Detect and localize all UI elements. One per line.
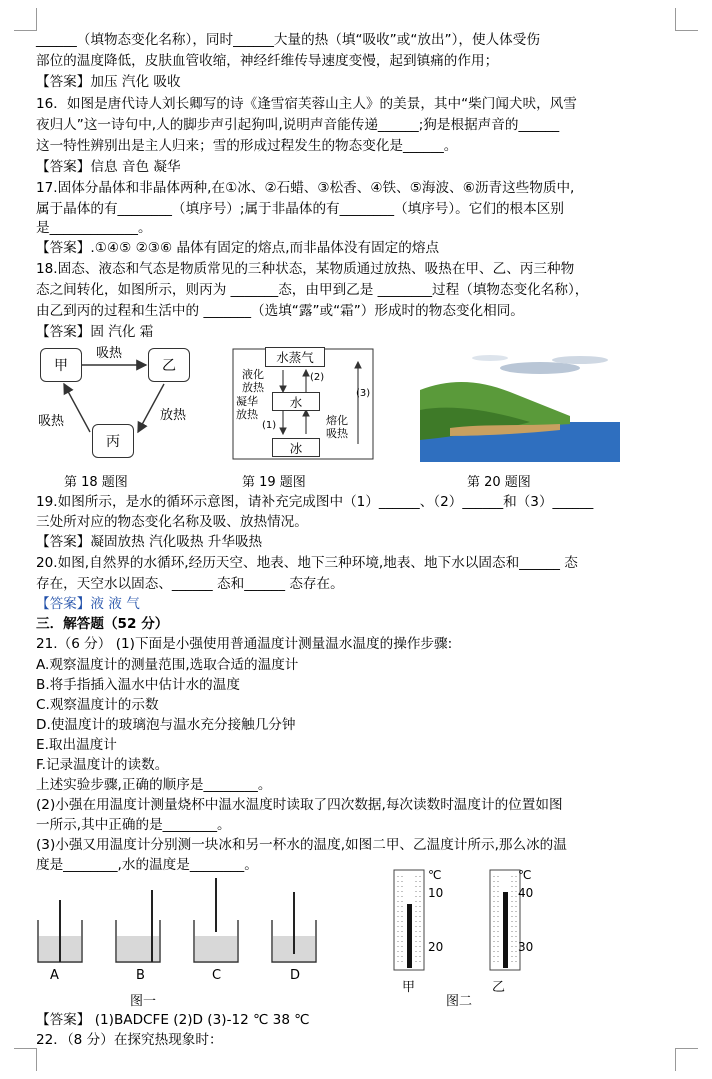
text-line: ______（填物态变化名称），同时______大量的热（填“吸收”或“放出”），使人体受伤 (36, 32, 540, 48)
arrow-label-release: 放热 (160, 408, 187, 423)
answer-line: 【答案】固 汽化 霜 (36, 324, 154, 340)
question-17: 17.固体分晶体和非晶体两种,在①冰、②石蜡、③松香、④铁、⑤海波、⑥沥青这些物质中, (36, 180, 575, 196)
text-line: 三处所对应的物态变化名称及吸、放热情况。 (36, 514, 308, 530)
text-line: 上述实验步骤,正确的顺序是________。 (36, 777, 272, 793)
state-box-yi: 乙 (148, 348, 190, 382)
vapor-box: 水蒸气 (265, 347, 325, 367)
question-21: 21.（6 分） (1)下面是小强使用普通温度计测量温水温度的操作步骤: (36, 636, 453, 652)
ice-box: 冰 (272, 438, 320, 457)
beaker-label-b: B (136, 968, 145, 983)
answer-line: 【答案】.①④⑤ ②③⑥ 晶体有固定的熔点,而非晶体没有固定的熔点 (36, 240, 440, 256)
crop-mark-top-left (14, 8, 37, 31)
landscape-image (420, 340, 620, 462)
water-box: 水 (272, 392, 320, 411)
text-line: 属于晶体的有________（填序号）;属于非晶体的有________（填序号）。它们的根本区别 (36, 201, 564, 217)
text-line: 夜归人”这一诗句中,人的脚步声引起狗叫,说明声音能传递______;狗是根据声音的______ (36, 117, 560, 133)
answer-line-blue: 【答案】液 液 气 (36, 596, 140, 612)
label-absorb: 吸热 (326, 427, 348, 440)
beaker-label-c: C (212, 968, 222, 983)
answer-line: 【答案】 (1)BADCFE (2)D (3)-12 ℃ 38 ℃ (36, 1012, 310, 1028)
text-line: 由乙到丙的过程和生活中的 _______（选填“露”或“霜”）形成时的物态变化相同。 (36, 303, 524, 319)
beakers-figure (30, 870, 350, 985)
question-18: 18.固态、液态和气态是物质常见的三种状态，某物质通过放热、吸热在甲、乙、丙三种物 (36, 261, 575, 277)
tick-yi-bottom: 30 (518, 940, 534, 954)
section-title: 三．解答题（52 分） (36, 616, 169, 632)
question-16: 16．如图是唐代诗人刘长卿写的诗《逢雪宿芙蓉山主人》的美景，其中“柴门闻犬吠，风雪 (36, 96, 577, 112)
step-c: C.观察温度计的示数 (36, 697, 159, 713)
beaker-label-a: A (50, 968, 59, 983)
figure-19-caption: 第 19 题图 (242, 475, 306, 490)
crop-mark-top-right (675, 8, 698, 31)
state-box-jia: 甲 (40, 348, 82, 382)
label-release-2: 放热 (236, 408, 258, 421)
question-22: 22．（8 分）在探究热现象时： (36, 1032, 223, 1048)
text-line: 一所示,其中正确的是________。 (36, 817, 231, 833)
figure-20-caption: 第 20 题图 (467, 475, 531, 490)
text-line: (3)小强又用温度计分别测一块冰和另一杯水的温度,如图二甲、乙温度计所示,那么冰的温 (36, 837, 567, 853)
step-f: F.记录温度计的读数。 (36, 757, 169, 773)
beaker-d (272, 892, 316, 962)
label-melt: 熔化 (326, 414, 348, 427)
label-n3: (3) (356, 388, 371, 399)
question-20: 20.如图,自然界的水循环,经历天空、地表、地下三种环境,地表、地下水以固态和______ 态 (36, 555, 578, 571)
tick-jia-top: 10 (428, 886, 444, 900)
text-line: 部位的温度降低，皮肤血管收缩，神经纤维传导速度变慢，起到镇痛的作用； (36, 53, 499, 69)
thermometer-yi (490, 870, 520, 970)
label-n1: (1) (262, 420, 277, 431)
text-line: 这一特性辨别出是主人归来；雪的形成过程发生的物态变化是______。 (36, 138, 458, 154)
step-d: D.使温度计的玻璃泡与温水充分接触几分钟 (36, 717, 296, 733)
label-liquefy: 液化 (242, 368, 264, 381)
figure-1-caption: 图一 (130, 994, 157, 1009)
thermometer-label-jia: 甲 (402, 980, 416, 995)
text-line: (2)小强在用温度计测量烧杯中温水温度时读取了四次数据,每次读数时温度计的位置如图 (36, 797, 563, 813)
unit-yi: ℃ (518, 868, 532, 882)
tick-jia-bottom: 20 (428, 940, 444, 954)
unit-jia: ℃ (428, 868, 442, 882)
tick-yi-top: 40 (518, 886, 534, 900)
text-line: 态之间转化，如图所示，则丙为 _______态，由甲到乙是 ________过程（填物态变化名称）， (36, 282, 589, 298)
label-release-1: 放热 (242, 381, 264, 394)
question-19: 19.如图所示，是水的循环示意图，请补充完成图中（1）______、（2）______和（3）______ (36, 494, 594, 510)
thermometers-figure (390, 866, 550, 976)
text-line: 存在，天空水以固态、______ 态和______ 态存在。 (36, 576, 344, 592)
state-box-bing: 丙 (92, 424, 134, 458)
beaker-c (194, 878, 238, 962)
step-b: B.将手指插入温水中估计水的温度 (36, 677, 240, 693)
arrow-label-absorb-left: 吸热 (38, 414, 65, 429)
beaker-label-d: D (290, 968, 301, 983)
text-line: 是_____________。 (36, 220, 152, 236)
answer-line: 【答案】信息 音色 凝华 (36, 159, 181, 175)
step-a: A.观察温度计的测量范围,选取合适的温度计 (36, 657, 299, 673)
label-n2: (2) (310, 372, 325, 383)
crop-mark-bottom-left (14, 1048, 37, 1071)
state-cycle-arrows (30, 340, 210, 470)
crop-mark-bottom-right (675, 1048, 698, 1071)
thermometer-label-yi: 乙 (492, 980, 506, 995)
step-e: E.取出温度计 (36, 737, 117, 753)
arrow-label-absorb-top: 吸热 (96, 346, 123, 361)
figure-2-caption: 图二 (446, 994, 473, 1009)
figure-18-caption: 第 18 题图 (64, 475, 128, 490)
thermometer-jia (394, 870, 424, 970)
answer-line: 【答案】凝固放热 汽化吸热 升华吸热 (36, 534, 263, 550)
beaker-a (38, 900, 82, 962)
answer-line: 【答案】加压 汽化 吸收 (36, 74, 181, 90)
beaker-b (116, 890, 160, 962)
text-line: 度是________,水的温度是________。 (36, 857, 258, 873)
label-deposit: 凝华 (236, 395, 258, 408)
